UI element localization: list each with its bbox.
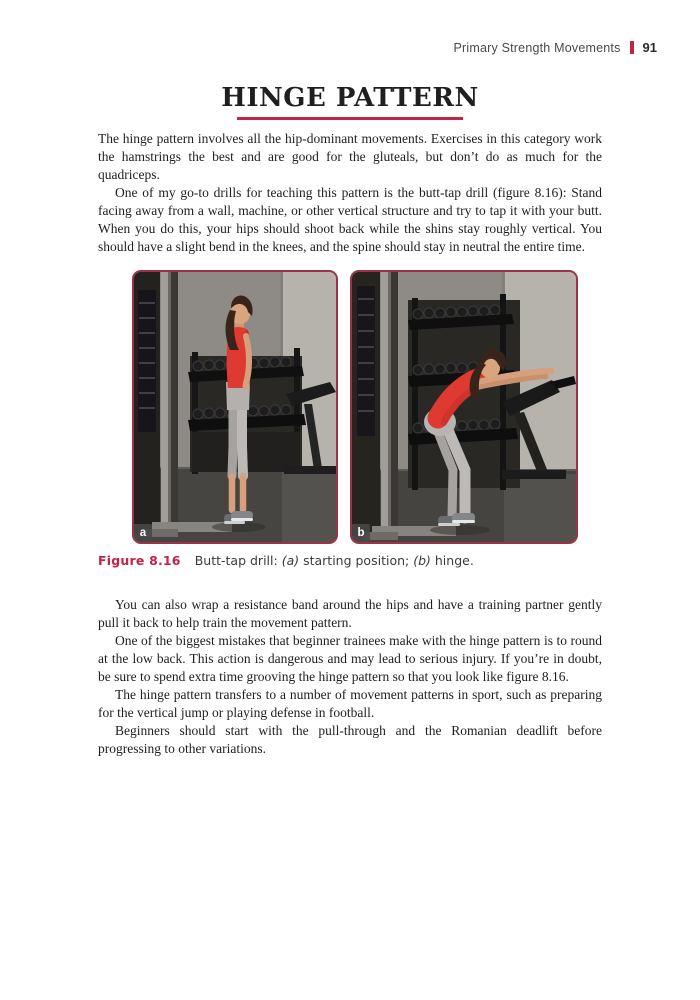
running-head-divider [630,41,634,54]
paragraph-4: One of the biggest mistakes that beginner trainees make with the hinge pattern is to round at the low back. This action is dangerous and may lead to serious injury. If you’re in doubt, be sure to spend extra time grooving the hinge pattern so that you look like figure 8.16. [98,633,602,684]
paragraph-2: One of my go-to drills for teaching this pattern is the butt-tap drill (figure 8.16): Stand facing away from a wall, machine, or other vertical structure and try to tap it with your butt. When you do this, your hips should shoot back while the shins stay roughly vertical. You should have a slight bend in the knees, and the spine should stay in neutral the entire time. [98,185,602,254]
photo-b-label: b [352,524,370,542]
figure-8-16 [132,270,602,544]
photo-b-illustration [352,272,576,542]
figure-caption [98,553,602,568]
section-title: HINGE PATTERN [221,83,479,113]
paragraph-1: The hinge pattern involves all the hip-dominant movements. Exercises in this category work the hamstrings the best and are good for the gluteals, but don’t do as much for the quadriceps. [98,131,602,182]
photo-b [350,270,578,544]
figure-caption-label: Figure 8.16 [98,553,181,568]
figure-caption-text: Butt-tap drill: (a) starting position; (b) hinge. [194,553,474,568]
paragraph-5: The hinge pattern transfers to a number of movement patterns in sport, such as preparing for the vertical jump or playing defense in football. [98,687,602,720]
section-title-block [0,83,700,120]
body-text-column [98,130,602,758]
page-number: 91 [642,40,657,55]
photo-row [132,270,602,544]
paragraph-6: Beginners should start with the pull-through and the Romanian deadlift before progressing to other variations. [98,723,602,756]
photo-a-illustration [134,272,336,542]
photo-a [132,270,338,544]
paragraph-3: You can also wrap a resistance band around the hips and have a training partner gently pull it back to help train the movement pattern. [98,597,602,630]
photo-a-label: a [134,524,152,542]
title-underline [237,117,463,120]
running-head [0,40,657,55]
running-head-title: Primary Strength Movements [453,40,621,55]
